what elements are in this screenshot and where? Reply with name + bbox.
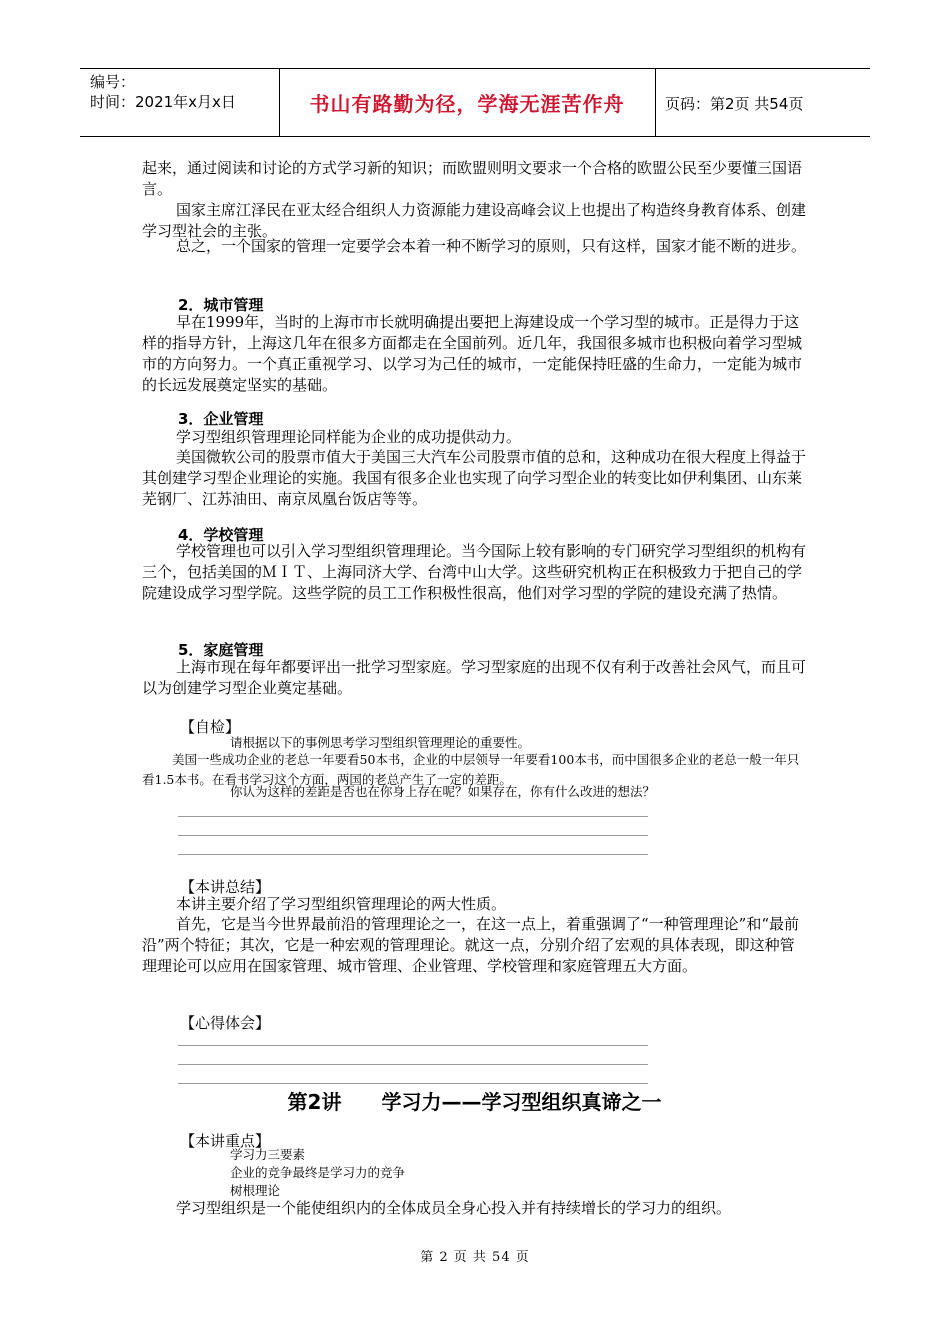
section-heading: 5．家庭管理 <box>178 641 264 659</box>
paragraph: 国家主席江泽民在亚太经合组织人力资源能力建设高峰会议上也提出了构造终身教育体系、创建学习型社会的主张。 <box>142 201 807 240</box>
paragraph: 本讲主要介绍了学习型组织管理理论的两大性质。 <box>176 895 507 913</box>
number-label: 编号： <box>90 73 136 91</box>
header-divider-right <box>655 68 656 136</box>
header-meta <box>90 72 236 112</box>
paragraph: 学习型组织管理理论同样能为企业的成功提供动力。 <box>176 428 522 446</box>
paragraph: 学校管理也可以引入学习型组织管理理论。当今国际上较有影响的专门研究学习型组织的机构有三个，包括美国的ＭＩＴ、上海同济大学、台湾中山大学。这些研究机构正在积极致力于把自己的学院建设成学习型学院。这些学院的员工工作积极性很高，他们对学习型的学院的建设充满了热情。 <box>142 542 807 602</box>
section-heading: 4．学校管理 <box>178 526 264 544</box>
paragraph: 首先，它是当今世界最前沿的管理理论之一，在这一点上，着重强调了“一种管理理论”和“最前沿”两个特征；其次，它是一种宏观的管理理论。就这一点，分别介绍了宏观的具体表现，即这种管理理论可以应用在国家管理、城市管理、企业管理、学校管理和家庭管理五大方面。 <box>142 915 800 975</box>
paragraph: 学习型组织是一个能使组织内的全体成员全身心投入并有持续增长的学习力的组织。 <box>176 1199 732 1217</box>
notes-line <box>178 1045 648 1046</box>
self-check-question: 你认为这样的差距是否也在你身上存在呢？如果存在，你有什么改进的想法？ <box>230 784 656 799</box>
header-page-label: 页码：第2页 共54页 <box>665 95 804 113</box>
paragraph: 起来，通过阅读和讨论的方式学习新的知识；而欧盟则明文要求一个合格的欧盟公民至少要懂三国语言。 <box>142 159 803 198</box>
header-top-rule <box>80 68 870 69</box>
answer-line <box>178 835 648 836</box>
self-check-prompt: 请根据以下的事例思考学习型组织管理理论的重要性。 <box>230 735 531 750</box>
section-heading: 2．城市管理 <box>178 296 264 314</box>
answer-line <box>178 854 648 855</box>
paragraph: 美国微软公司的股票市值大于美国三大汽车公司股票市值的总和，这种成功在很大程度上得益于其创建学习型企业理论的实施。我国有很多企业也实现了向学习型企业的转变比如伊利集团、山东莱芜钢厂、江苏油田、南京凤凰台饭店等等。 <box>142 448 807 508</box>
notes-line <box>178 1083 648 1084</box>
notes-line <box>178 1064 648 1065</box>
header-motto: 书山有路勤为径，学海无涯苦作舟 <box>309 92 625 116</box>
key-point: 学习力三要素 <box>230 1147 306 1162</box>
paragraph: 上海市现在每年都要评出一批学习型家庭。学习型家庭的出现不仅有利于改善社会风气，而且可以为创建学习型企业奠定基础。 <box>142 658 807 697</box>
key-point: 企业的竞争最终是学习力的竞争 <box>230 1165 406 1180</box>
self-check-title: 【自检】 <box>180 718 241 736</box>
summary-title: 【本讲总结】 <box>180 878 271 896</box>
key-points-title: 【本讲重点】 <box>180 1132 271 1150</box>
lecture-title: 第2讲 学习力——学习型组织真谛之一 <box>287 1090 662 1114</box>
answer-line <box>178 816 648 817</box>
notes-title: 【心得体会】 <box>180 1014 271 1032</box>
paragraph: 早在1999年，当时的上海市市长就明确提出要把上海建设成一个学习型的城市。正是得力于这样的指导方针，上海这几年在很多方面都走在全国前列。近几年，我国很多城市也积极向着学习型城市的方向努力。一个真正重视学习、以学习为己任的城市，一定能保持旺盛的生命力，一定能为城市的长远发展奠定坚实的基础。 <box>142 313 803 394</box>
page-footer: 第 2 页 共 54 页 <box>420 1250 530 1265</box>
header-bottom-rule <box>80 136 870 137</box>
paragraph: 总之，一个国家的管理一定要学会本着一种不断学习的原则，只有这样，国家才能不断的进步。 <box>176 237 807 255</box>
time-label: 时间：2021年x月x日 <box>90 93 236 111</box>
key-point: 树根理论 <box>230 1183 281 1198</box>
self-check-example: 美国一些成功企业的老总一年要看50本书，企业的中层领导一年要看100本书，而中国很多企业的老总一般一年只看1.5本书。在看书学习这个方面，两国的老总产生了一定的差距。 <box>142 752 800 787</box>
section-heading: 3．企业管理 <box>178 410 264 428</box>
